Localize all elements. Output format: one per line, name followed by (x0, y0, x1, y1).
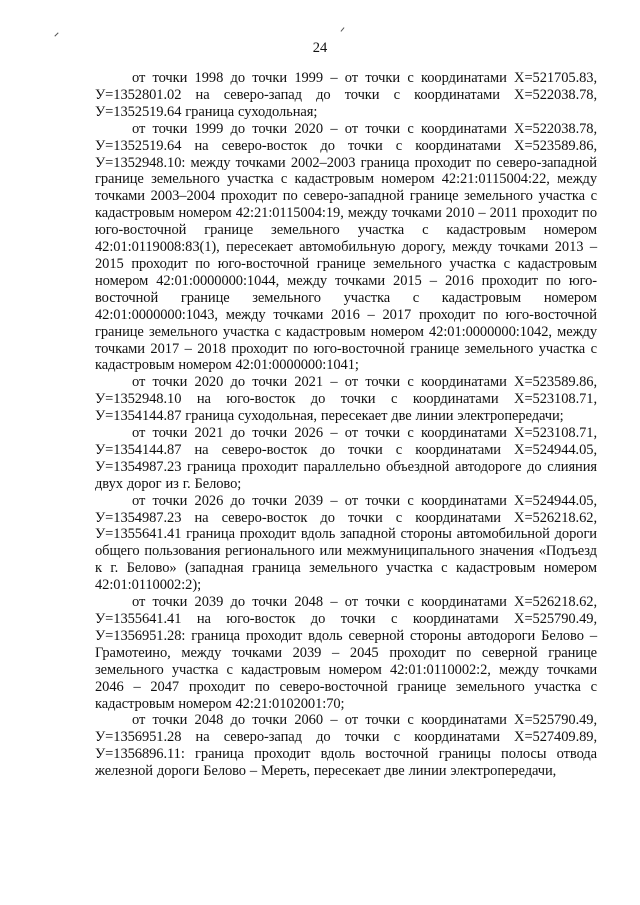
boundary-paragraph: от точки 1999 до точки 2020 – от точки с координатами Х=522038.78, У=1352519.64 на северо-восток до точки с координатами Х=523589.86, У=1352948.10: между точками 2002–2003 граница проходит по северо-западной границе земельного участка с кадастровым номером 42:21:0115004:22, между точками 2003–2004 проходит по северо-западной границе земельного участка с кадастровым номером 42:21:0115004:19, между точками 2010 – 2011 проходит по юго-восточной границе земельного участка с кадастровым номером 42:01:0119008:83(1), пересекает автомобильную дорогу, между точками 2013 – 2015 проходит по юго-восточной границе земельного участка с кадастровым номером 42:01:0000000:1044, между точками 2015 – 2016 проходит по юго-восточной границе земельного участка с кадастровым номером 42:01:0000000:1043, между точками 2016 – 2017 проходит по юго-восточной границе земельного участка с кадастровым номером 42:01:0000000:1042, между точками 2017 – 2018 проходит по юго-восточной границе земельного участка с кадастровым номером 42:01:0000000:1041; (95, 120, 597, 374)
boundary-paragraph: от точки 2026 до точки 2039 – от точки с координатами Х=524944.05, У=1354987.23 на северо-восток до точки с координатами Х=526218.62, У=1355641.41 граница проходит вдоль западной стороны автомобильной дороги общего пользования регионального или межмуниципального значения «Подъезд к г. Белово» (западная граница земельного участка с кадастровым номером 42:01:0110002:2); (95, 492, 597, 594)
boundary-paragraph: от точки 2048 до точки 2060 – от точки с координатами Х=525790.49, У=1356951.28 на северо-запад до точки с координатами Х=527409.89, У=1356896.11: граница проходит вдоль восточной границы полосы отвода железной дороги Белово – Мереть, пересекает две линии электропередачи, (95, 712, 597, 780)
scan-artifact-mark (54, 32, 58, 36)
boundary-paragraph: от точки 2020 до точки 2021 – от точки с координатами Х=523589.86, У=1352948.10 на юго-восток до точки с координатами Х=523108.71, У=1354144.87 граница суходольная, пересекает две линии электропередачи; (95, 374, 597, 425)
scan-artifact-mark (341, 27, 345, 31)
boundary-paragraph: от точки 2021 до точки 2026 – от точки с координатами Х=523108.71, У=1354144.87 на северо-восток до точки с координатами Х=524944.05, У=1354987.23 граница проходит параллельно объездной автодороге до слияния двух дорог из г. Белово; (95, 425, 597, 492)
page-number: 24 (312, 40, 328, 56)
boundary-paragraph: от точки 1998 до точки 1999 – от точки с координатами Х=521705.83, У=1352801.02 на северо-запад до точки с координатами Х=522038.78, У=1352519.64 граница суходольная; (95, 70, 597, 120)
boundary-paragraph: от точки 2039 до точки 2048 – от точки с координатами Х=526218.62, У=1355641.41 на юго-восток до точки с координатами Х=525790.49, У=1356951.28: граница проходит вдоль северной стороны автодороги Белово – Грамотеино, между точками 2039 – 2045 проходит по северной границе земельного участка с кадастровым номером 42:01:0110002:2, между точками 2046 – 2047 проходит по северо-восточной границе земельного участка с кадастровым номером 42:21:0102001:70; (95, 594, 597, 712)
document-body (95, 70, 597, 780)
